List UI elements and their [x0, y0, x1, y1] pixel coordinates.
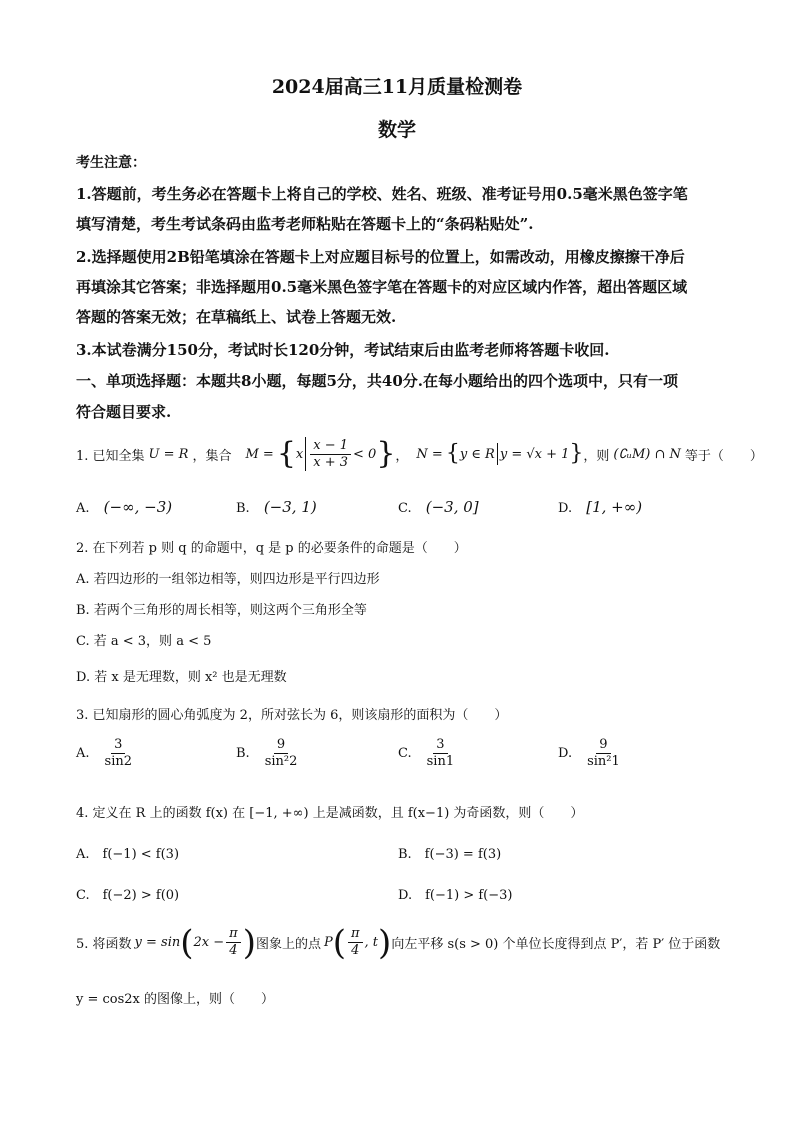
question-3-stem: 3. 已知扇形的圆心角弧度为 2，所对弦长为 6，则该扇形的面积为（ ）	[76, 708, 508, 723]
q5-p-t: , t	[364, 935, 379, 950]
q5-p-fraction	[348, 926, 363, 959]
question-1-stem	[76, 437, 763, 471]
q3-option-d-denominator: sin²1	[587, 754, 620, 769]
q5-line-2: y = cos2x 的图像上，则（ ）	[76, 992, 275, 1007]
q1-suffix: 等于（ ）	[684, 448, 763, 464]
q1-option-b	[236, 498, 317, 516]
q1-set-m-bar	[305, 437, 306, 471]
q1-option-c-label: C.	[398, 501, 412, 516]
q1-expression: (∁ᵤM) ∩ N	[613, 446, 681, 462]
q1-prefix: 1. 已知全集	[76, 448, 145, 464]
q1-option-a	[76, 498, 172, 516]
q1-n-brace-close: }	[569, 441, 584, 466]
section-heading-line-2: 符合题目要求.	[76, 403, 172, 421]
q5-p-paren-open: (	[332, 922, 346, 963]
q4-option-c: C. f(−2) > f(0)	[76, 888, 180, 903]
q5-part-2: 图象上的点	[255, 937, 321, 952]
q3-option-a	[76, 737, 137, 770]
q3-option-c-numerator: 3	[433, 737, 447, 754]
notice-line-6: 3.本试卷满分150分，考试时长120分钟，考试结束后由监考老师将答题卡收回.	[76, 341, 610, 359]
q5-arg-prefix: 2x −	[193, 935, 225, 950]
section-heading-line-1: 一、单项选择题：本题共8小题，每题5分，共40分.在每小题给出的四个选项中，只有一项	[76, 372, 678, 390]
q1-brace-close: }	[376, 436, 396, 471]
q3-option-c-label: C.	[398, 746, 412, 761]
q1-then: ，则	[583, 448, 610, 464]
q3-option-b-fraction	[262, 737, 301, 770]
q3-option-b-numerator: 9	[274, 737, 288, 754]
q2-option-c: C. 若 a < 3，则 a < 5	[76, 634, 212, 649]
q1-option-b-label: B.	[236, 501, 250, 516]
q3-option-a-fraction	[102, 737, 135, 770]
q3-option-c-denominator: sin1	[426, 754, 455, 769]
q1-set-m-numerator: x − 1	[310, 438, 351, 455]
q2-option-a: A. 若四边形的一组邻边相等，则四边形是平行四边形	[76, 572, 380, 587]
notice-heading: 考生注意：	[76, 155, 146, 171]
q1-set-m-condition: < 0	[353, 446, 377, 462]
q1-option-d	[558, 498, 642, 516]
q1-option-c-value: (−3, 0]	[425, 498, 479, 516]
q1-mid: ，集合	[192, 448, 232, 464]
q4-option-b: B. f(−3) = f(3)	[398, 847, 502, 862]
q1-universal-set: U = R	[148, 446, 189, 462]
q3-option-c	[398, 737, 459, 770]
q3-option-b	[236, 737, 302, 770]
q4-option-d: D. f(−1) > f(−3)	[398, 888, 513, 903]
q5-part-3: 向左平移 s(s > 0) 个单位长度得到点 P′，若 P′ 位于函数	[391, 937, 721, 952]
q1-set-m-var: x	[295, 446, 304, 462]
q1-option-a-value: (−∞, −3)	[103, 498, 173, 516]
q1-option-d-label: D.	[558, 501, 573, 516]
q5-pi: π	[226, 926, 241, 943]
q5-function: y = sin	[134, 935, 181, 950]
notice-line-2: 填写清楚，考生考试条码由监考老师粘贴在答题卡上的“条码粘贴处”.	[76, 215, 534, 233]
q3-option-b-denominator: sin²2	[264, 754, 298, 769]
q3-option-d-label: D.	[558, 746, 573, 761]
q1-set-n-condition: y = √x + 1	[499, 446, 570, 462]
notice-line-3: 2.选择题使用2B铅笔填涂在答题卡上对应题目标号的位置上，如需改动，用橡皮擦擦干净后	[76, 248, 685, 266]
q5-p-four: 4	[351, 943, 360, 958]
q1-set-n-body: y ∈ R	[459, 446, 495, 462]
q1-option-d-value: [1, +∞)	[586, 498, 643, 516]
q5-p-paren-close: )	[378, 922, 392, 963]
subject-title: 数学	[377, 119, 416, 141]
q5-arg-fraction	[226, 926, 241, 959]
q3-option-d-fraction	[584, 737, 623, 770]
exam-title: 2024届高三11月质量检测卷	[271, 76, 523, 98]
q5-point-p: P	[323, 935, 333, 950]
q3-option-d	[558, 737, 625, 770]
q1-option-a-label: A.	[76, 501, 90, 516]
q3-option-a-numerator: 3	[111, 737, 125, 754]
notice-line-5: 答题的答案无效；在草稿纸上、试卷上答题无效.	[76, 308, 397, 326]
question-5-stem	[76, 922, 721, 963]
q3-option-b-label: B.	[236, 746, 250, 761]
q3-option-c-fraction	[424, 737, 457, 770]
q5-part-1: 5. 将函数	[76, 937, 132, 952]
q5-paren-open: (	[180, 922, 194, 963]
q1-set-m-fraction	[310, 438, 351, 471]
q1-set-n-label: N =	[416, 446, 443, 462]
q2-option-d: D. 若 x 是无理数，则 x² 也是无理数	[76, 670, 287, 685]
q5-paren-close: )	[242, 922, 256, 963]
notice-line-4: 再填涂其它答案；非选择题用0.5毫米黑色签字笔在答题卡的对应区域内作答，超出答题区域	[76, 278, 688, 296]
q1-set-n-bar	[497, 443, 498, 465]
question-4-stem: 4. 定义在 R 上的函数 f(x) 在 [−1, +∞) 上是减函数，且 f(x−1) 为奇函数，则（ ）	[76, 806, 584, 821]
q3-option-a-denominator: sin2	[104, 754, 133, 769]
q3-option-d-numerator: 9	[596, 737, 610, 754]
q1-option-c	[398, 498, 479, 516]
q2-option-b: B. 若两个三角形的周长相等，则这两个三角形全等	[76, 603, 367, 618]
q1-set-m-denominator: x + 3	[313, 454, 349, 470]
q1-option-b-value: (−3, 1)	[263, 498, 317, 516]
question-2-stem: 2. 在下列若 p 则 q 的命题中，q 是 p 的必要条件的命题是（ ）	[76, 541, 467, 556]
q1-brace-open: {	[276, 436, 296, 471]
notice-line-1: 1.答题前，考生务必在答题卡上将自己的学校、姓名、班级、准考证号用0.5毫米黑色签字笔	[76, 185, 688, 203]
q5-four: 4	[229, 943, 238, 958]
q4-option-a: A. f(−1) < f(3)	[76, 847, 180, 862]
q5-p-pi: π	[348, 926, 363, 943]
q1-set-m-label: M =	[245, 446, 274, 462]
q1-n-brace-open: {	[445, 441, 460, 466]
q3-option-a-label: A.	[76, 746, 90, 761]
q1-comma: ，	[395, 448, 409, 464]
